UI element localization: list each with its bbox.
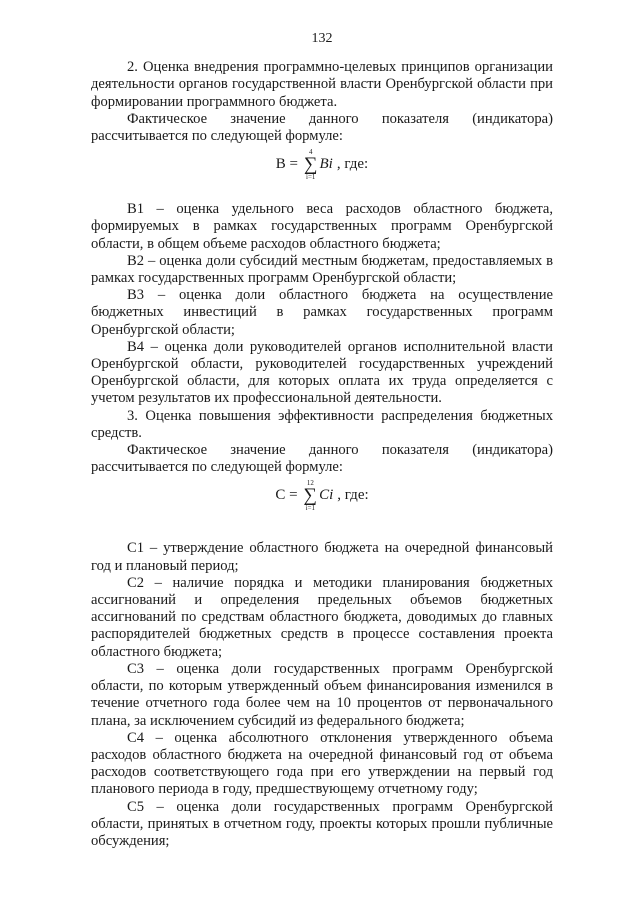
- formula-b: [91, 147, 553, 181]
- formula-b-upper-limit: 4: [308, 147, 313, 156]
- item-c5: С5 – оценка доли государственных программ Оренбургской области, принятых в отчетном году, проекты которых прошли публичные обсуждения;: [91, 798, 553, 849]
- formula-c-summand: Ci: [319, 486, 334, 503]
- formula-intro-c: Фактическое значение данного показателя (индикатора) рассчитывается по следующей формуле:: [91, 442, 553, 476]
- item-b1: В1 – оценка удельного веса расходов областного бюджета, формируемых в рамках государственных программ Оренбургской области, в общем объеме расходов областного бюджета;: [91, 201, 553, 252]
- section-3-heading: 3. Оценка повышения эффективности распределения бюджетных средств.: [91, 407, 553, 441]
- formula-c-lower-limit: i=1: [305, 503, 316, 512]
- formula-b-lower-limit: i=1: [306, 172, 316, 181]
- item-b2: В2 – оценка доли субсидий местным бюджетам, предоставляемых в рамках государственных программ Оренбургской области;: [91, 252, 553, 287]
- item-c3: С3 – оценка доли государственных программ Оренбургской области, по которым утвержденный объем финансирования изменился в течение отчетного года более чем на 10 процентов от первоначального плана, за исключением субсидий из федерального бюджета;: [91, 660, 553, 729]
- formula-c-lhs: С =: [275, 486, 298, 503]
- sigma-icon: ∑: [303, 484, 318, 506]
- formula-intro-b: Фактическое значение данного показателя (индикатора) рассчитывается по следующей формуле:: [91, 110, 553, 145]
- formula-c-sum: [304, 479, 318, 512]
- formula-c-suffix: , где:: [337, 486, 369, 503]
- formula-b-lhs: В =: [275, 155, 298, 172]
- section-2-heading: 2. Оценка внедрения программно-целевых принципов организации деятельности органов государственной власти Оренбургской области при формировании программного бюджета.: [91, 59, 553, 110]
- item-c2: С2 – наличие порядка и методики планирования бюджетных ассигнований и определения предельных объемов бюджетных ассигнований по средствам областного бюджета, доводимых до главных распорядителей бюджетных средств в процессе составления проекта областного бюджета;: [91, 574, 553, 660]
- item-b4: В4 – оценка доли руководителей органов исполнительной власти Оренбургской области, руководителей государственных учреждений Оренбургской области, для которых оплата их труда определяется с учетом результатов их профессиональной деятельности.: [91, 338, 553, 407]
- document-page: [91, 30, 553, 850]
- formula-c-upper-limit: 12: [306, 478, 314, 487]
- formula-b-summand: Bi: [319, 155, 333, 172]
- sigma-icon: ∑: [303, 153, 318, 175]
- formula-c: [91, 478, 553, 512]
- page-number: 132: [311, 31, 333, 46]
- item-c1: С1 – утверждение областного бюджета на очередной финансовый год и плановый период;: [91, 540, 553, 574]
- item-b3: В3 – оценка доли областного бюджета на осуществление бюджетных инвестиций в рамках государственных программ Оренбургской области;: [91, 287, 553, 338]
- item-c4: С4 – оценка абсолютного отклонения утвержденного объема расходов областного бюджета на очередной финансовый год от объема расходов соответствующего года при его утверждении на первый год планового периода в году, предшествующему отчетному году;: [91, 729, 553, 798]
- formula-b-sum: [304, 148, 318, 181]
- formula-b-suffix: , где:: [336, 155, 369, 172]
